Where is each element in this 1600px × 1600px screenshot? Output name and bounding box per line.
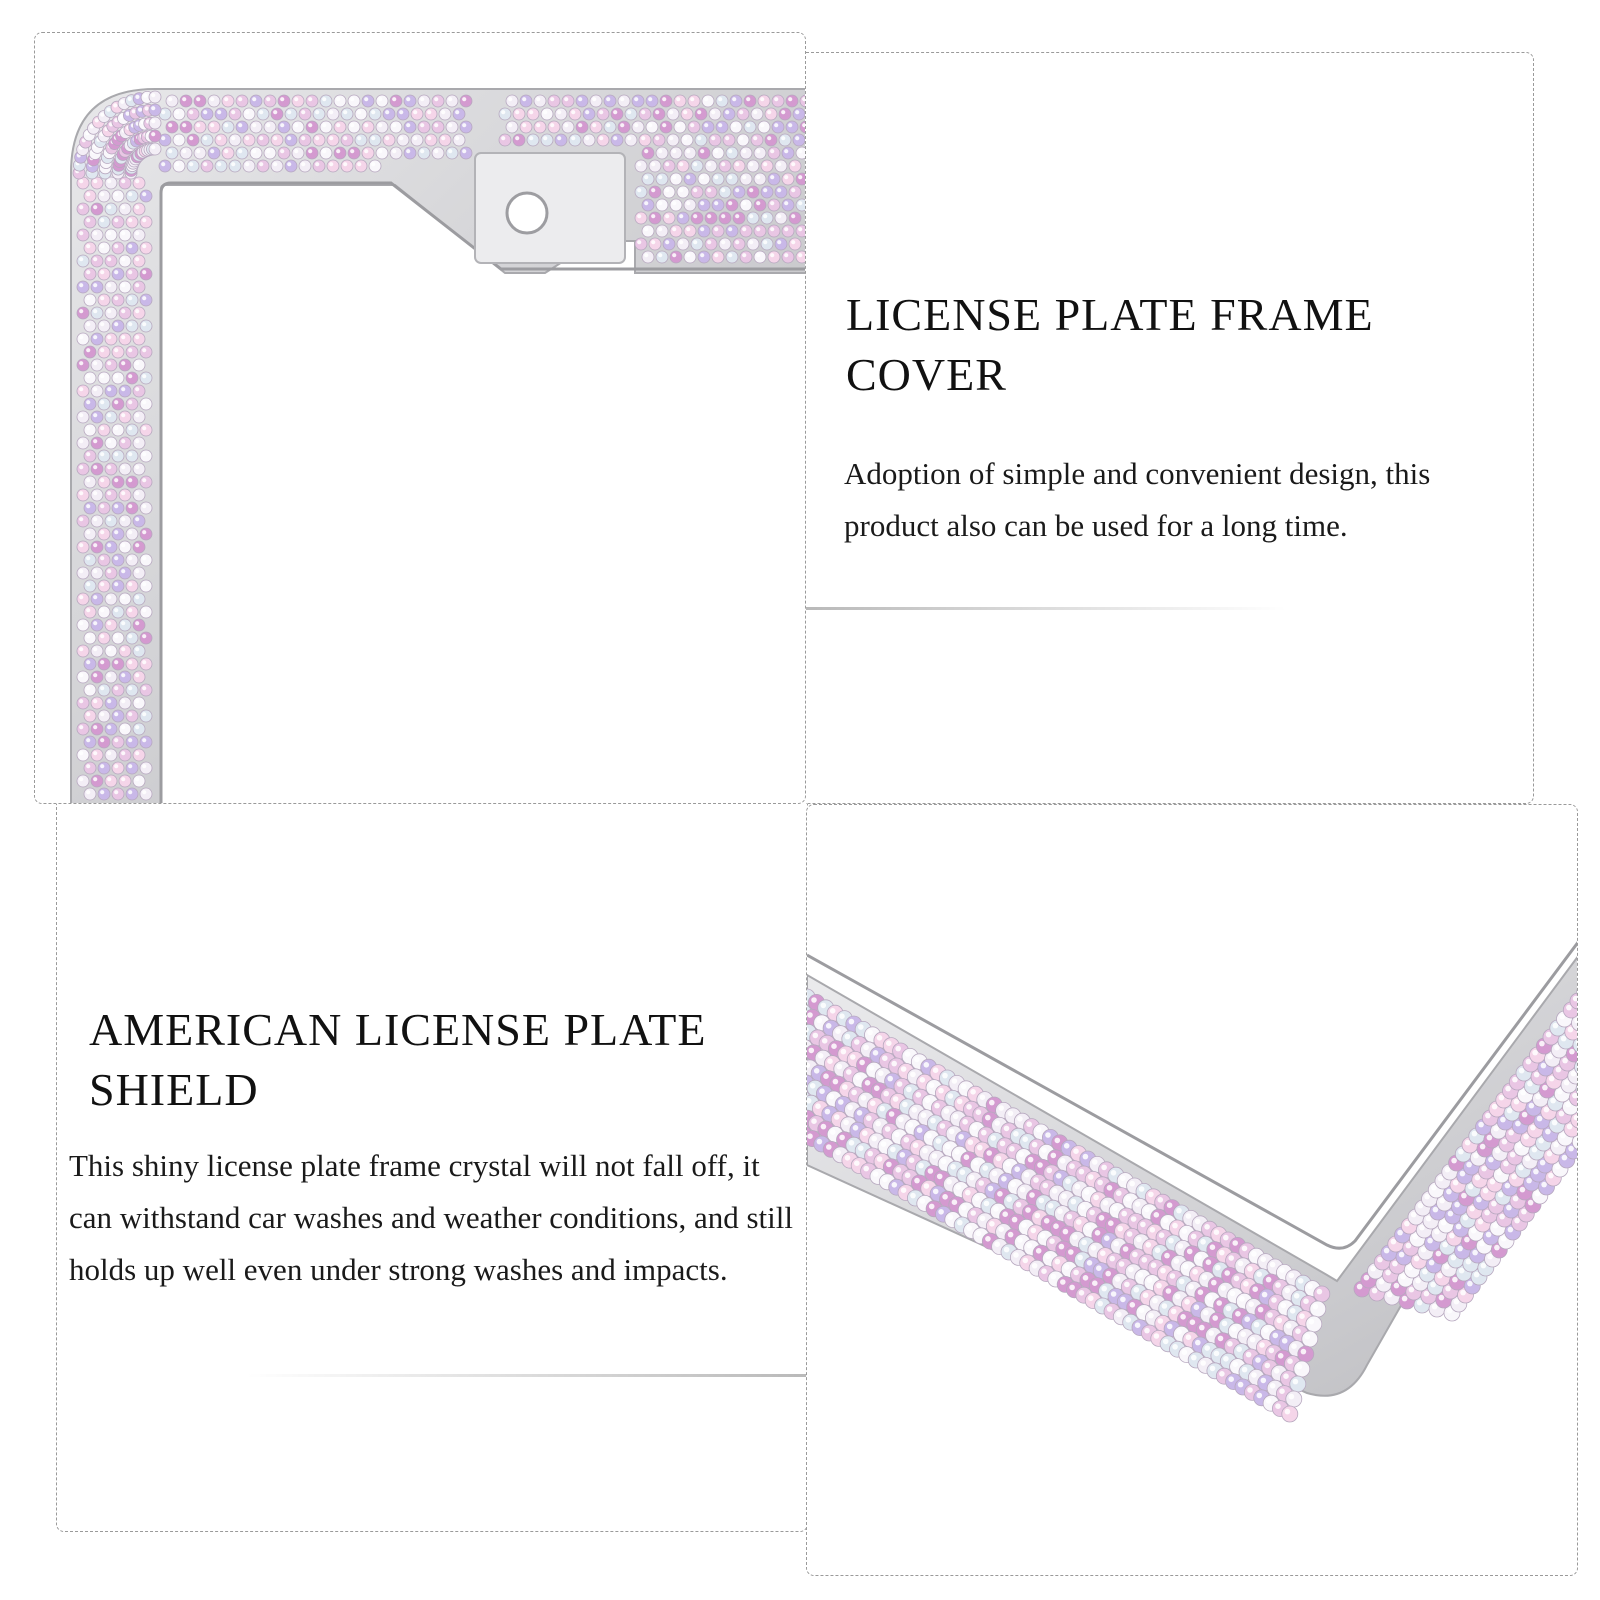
plate-shield-title: AMERICAN LICENSE PLATE SHIELD bbox=[89, 1004, 707, 1115]
mounting-tab bbox=[475, 153, 625, 263]
crystal-frame-bottom-image bbox=[807, 805, 1578, 1576]
decorative-divider bbox=[806, 607, 1286, 610]
frame-cover-title: LICENSE PLATE FRAME COVER bbox=[846, 289, 1374, 400]
decorative-divider bbox=[247, 1374, 807, 1377]
frame-cover-description: Adoption of simple and convenient design, this product also can be used for a long time. bbox=[844, 456, 1431, 543]
plate-shield-description: This shiny license plate frame crystal will not fall off, it can withstand car washes and weather conditions, and still holds up well even under strong washes and impacts. bbox=[69, 1148, 793, 1287]
mounting-hole bbox=[507, 193, 547, 233]
frame-bottom-photo-panel bbox=[806, 804, 1578, 1576]
frame-corner-photo-panel bbox=[34, 32, 806, 804]
plate-shield-info-panel bbox=[56, 804, 808, 1532]
crystal-frame-corner-image bbox=[35, 33, 806, 804]
frame-cover-info-panel bbox=[806, 52, 1534, 804]
frame-inner-edge bbox=[161, 183, 806, 804]
